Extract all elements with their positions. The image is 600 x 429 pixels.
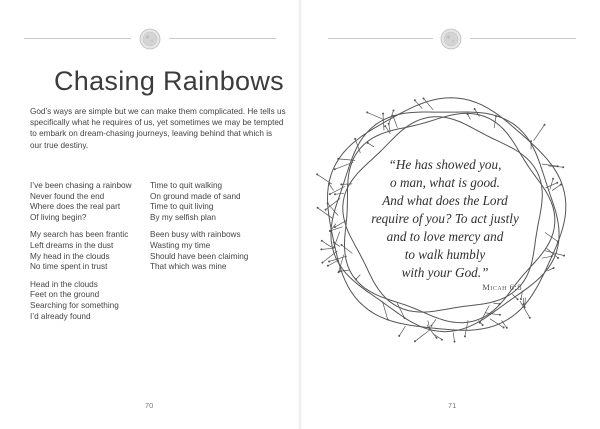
- poem-line: I’d already found: [30, 311, 91, 321]
- poem-line: Time to quit living: [150, 202, 214, 212]
- header-rule-left: [24, 38, 131, 39]
- poem-line: Head in the clouds: [30, 279, 98, 289]
- poem-line: Wasting my time: [150, 240, 211, 250]
- poem-line: Feet on the ground: [30, 290, 100, 300]
- poem-stanza: [30, 280, 132, 322]
- quote-line: require of you? To act justly: [371, 211, 519, 226]
- page-number: 70: [145, 401, 154, 410]
- poem-line: No time spent in trust: [30, 262, 108, 272]
- poem-stanza: [150, 230, 248, 272]
- poem-line: Where does the real part: [30, 202, 121, 212]
- quote-line: o man, what is good.: [390, 175, 500, 190]
- poem-line: My head in the clouds: [30, 251, 110, 261]
- poem-line: By my selfish plan: [150, 212, 216, 222]
- poem-line: Of living begin?: [30, 212, 87, 222]
- scripture-reference: Micah 6:8: [482, 282, 522, 292]
- poem-line: Been busy with rainbows: [150, 230, 241, 240]
- page-title: Chasing Rainbows: [54, 66, 284, 96]
- quote-line: to walk humbly: [404, 247, 486, 262]
- poem-line: Should have been claiming: [150, 251, 249, 261]
- quote-line: And what does the Lord: [382, 193, 508, 208]
- header-rule-left: [328, 38, 433, 39]
- poem-stanza: [150, 181, 248, 223]
- quote-line: and to love mercy and: [386, 229, 504, 244]
- moon-medallion-icon: [440, 28, 462, 50]
- poem-column-2: [150, 181, 248, 280]
- poem-line: Left dreams in the dust: [30, 240, 114, 250]
- poem-line: On ground made of sand: [150, 191, 241, 201]
- poem-stanza: [30, 230, 132, 272]
- poem-line: That which was mine: [150, 262, 227, 272]
- poem-line: Never found the end: [30, 191, 105, 201]
- quote-line: with your God.”: [401, 265, 489, 280]
- intro-paragraph: God’s ways are simple but we can make them complicated. He tells us specifically what he requires of us, yet sometimes we may be tempted to embark on dream-chasing journeys, leaving behind that which is our true destiny.: [30, 107, 286, 150]
- moon-medallion-icon: [139, 28, 161, 50]
- poem-column-1: [30, 181, 132, 329]
- page-number: 71: [448, 401, 457, 410]
- poem-line: I’ve been chasing a rainbow: [30, 181, 132, 190]
- header-rule-right: [470, 38, 576, 39]
- header-rule-right: [169, 38, 276, 39]
- quote-line: “He has showed you,: [388, 157, 502, 172]
- poem-line: Time to quit walking: [150, 181, 223, 190]
- right-page: [300, 0, 600, 429]
- poem-line: My search has been frantic: [30, 230, 129, 240]
- scripture-quote: [370, 156, 520, 282]
- poem-stanza: [30, 181, 132, 223]
- poem-line: Searching for something: [30, 300, 119, 310]
